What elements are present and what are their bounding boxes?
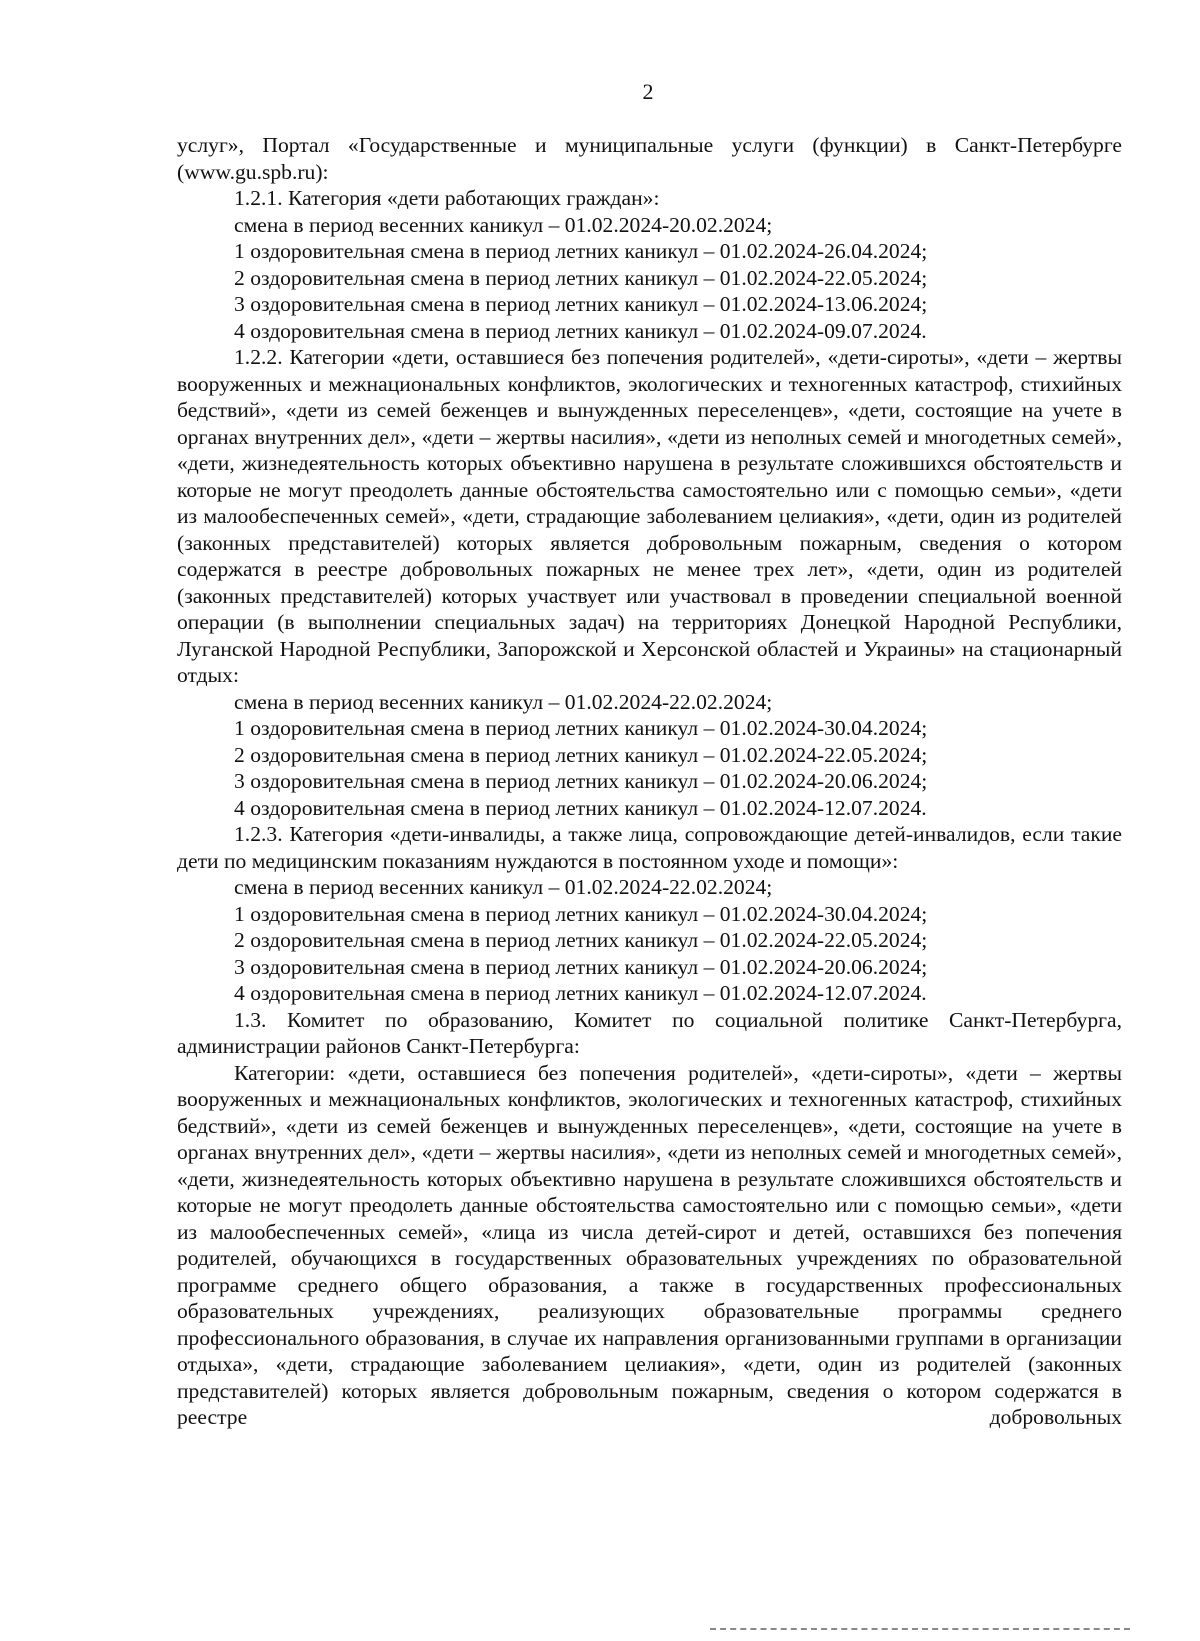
paragraph-portal: услуг», Портал «Государственные и муниципальные услуги (функции) в Санкт-Петербурге (www.gu.spb.ru):: [177, 133, 1122, 184]
list-item-shift-3: 3 оздоровительная смена в период летних каникул – 01.02.2024-20.06.2024;: [234, 769, 928, 793]
list-item-shift-1: 1 оздоровительная смена в период летних каникул – 01.02.2024-30.04.2024;: [234, 901, 928, 926]
paragraph-1-3: 1.3. Комитет по образованию, Комитет по социальной политике Санкт-Петербурга, администрации районов Санкт-Петербурга:: [177, 1007, 1122, 1058]
list-item-spring-shift: смена в период весенних каникул – 01.02.2024-20.02.2024;: [234, 212, 773, 237]
paragraph-1-2-2: 1.2.2. Категории «дети, оставшиеся без попечения родителей», «дети-сироты», «дети – жертвы вооруженных и межнациональных конфликтов, экологических и техногенных катастроф, стихийных бедствий», «дети из семей беженцев и вынужденных переселенцев», «дети, состоящие на учете в органах внутренних дел», «дети – жертвы насилия», «дети из неполных семей и многодетных семей», «дети, жизнедеятельность которых объективно нарушена в результате сложившихся обстоятельств и которые не могут преодолеть данные обстоятельства самостоятельно или с помощью семьи», «дети из малообеспеченных семей», «дети, страдающие заболеванием целиакия», «дети, один из родителей (законных представителей) которых является добровольным пожарным, сведения о котором содержатся в реестре добровольных пожарных не менее трех лет», «дети, один из родителей (законных представителей) которых участвует или участвовал в проведении специальной военной операции (в выполнении специальных задач) на территориях Донецкой Народной Республики, Луганской Народной Республики, Запорожской и Херсонской областей и Украины» на стационарный отдых:: [177, 345, 1122, 687]
list-item-shift-2: 2 оздоровительная смена в период летних каникул – 01.02.2024-22.05.2024;: [234, 265, 928, 290]
paragraph-categories: Категории: «дети, оставшиеся без попечения родителей», «дети-сироты», «дети – жертвы вооруженных и межнациональных конфликтов, экологических и техногенных катастроф, стихийных бедствий», «дети из семей беженцев и вынужденных переселенцев», «дети, состоящие на учете в органах внутренних дел», «дети – жертвы насилия», «дети из неполных семей и многодетных семей», «дети, жизнедеятельность которых объективно нарушена в результате сложившихся обстоятельств и которые не могут преодолеть данные обстоятельства самостоятельно или с помощью семьи», «дети из малообеспеченных семей», «лица из числа детей-сирот и детей, оставшихся без попечения родителей, обучающихся в государственных образовательных учреждениях по образовательной программе среднего общего образования, а также в государственных профессиональных образовательных учреждениях, реализующих образовательные программы среднего профессионального образования, в случае их направления организованными группами в организации отдыха», «дети, страдающие заболеванием целиакия», «дети, один из родителей (законных представителей) которых является добровольным пожарным, сведения о котором содержатся в реестре добровольных: [177, 1060, 1122, 1429]
list-item-shift-2: 2 оздоровительная смена в период летних каникул – 01.02.2024-22.05.2024;: [234, 742, 928, 767]
list-item-shift-4: 4 оздоровительная смена в период летних каникул – 01.02.2024-09.07.2024.: [234, 318, 927, 343]
page-bottom-divider: [710, 1628, 1130, 1630]
list-item-shift-1: 1 оздоровительная смена в период летних каникул – 01.02.2024-26.04.2024;: [234, 239, 928, 263]
document-body: [177, 132, 1122, 1431]
list-item-spring-shift: смена в период весенних каникул – 01.02.2024-22.02.2024;: [234, 689, 773, 714]
paragraph-1-2-3: 1.2.3. Категория «дети-инвалиды, а также лица, сопровождающие детей-инвалидов, если такие дети по медицинским показаниям нуждаются в постоянном уходе и помощи»:: [177, 822, 1122, 873]
list-item-shift-3: 3 оздоровительная смена в период летних каникул – 01.02.2024-20.06.2024;: [234, 954, 928, 979]
page-number: 2: [642, 79, 654, 104]
list-item-shift-1: 1 оздоровительная смена в период летних каникул – 01.02.2024-30.04.2024;: [234, 716, 928, 740]
list-item-spring-shift: смена в период весенних каникул – 01.02.2024-22.02.2024;: [234, 875, 773, 899]
list-item-shift-4: 4 оздоровительная смена в период летних каникул – 01.02.2024-12.07.2024.: [234, 981, 927, 1005]
list-item-shift-4: 4 оздоровительная смена в период летних каникул – 01.02.2024-12.07.2024.: [234, 795, 927, 820]
list-item-shift-3: 3 оздоровительная смена в период летних каникул – 01.02.2024-13.06.2024;: [234, 292, 928, 316]
paragraph-1-2-1-heading: 1.2.1. Категория «дети работающих граждан»:: [234, 186, 660, 210]
list-item-shift-2: 2 оздоровительная смена в период летних каникул – 01.02.2024-22.05.2024;: [234, 928, 928, 952]
